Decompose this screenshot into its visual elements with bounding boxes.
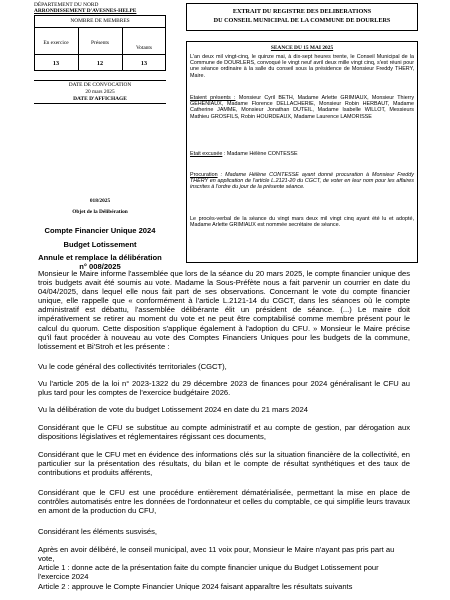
procuration-paragraph [190, 172, 414, 191]
presents-paragraph [190, 95, 414, 120]
body-paragraph-vu-loi: Vu l'article 205 de la loi n° 2023-1322 du 29 décembre 2023 de finances pour 2024 généralisant le CFU au plus tard pour les comptes de l'exercice budgétaire 2026. [38, 379, 410, 398]
presents-label: Etaient présents : [190, 95, 236, 101]
members-col-votants: Votants [135, 45, 153, 51]
extract-title-2: DU CONSEIL MUNICIPAL DE LA COMMUNE DE DOURLERS [213, 17, 391, 24]
convocation-label: DATE DE CONVOCATION [68, 82, 132, 88]
objet-title-1: Compte Financier Unique 2024 [44, 226, 156, 235]
members-col-exercice: En exercice [43, 40, 69, 46]
members-val-exercice: 13 [52, 60, 60, 67]
body-paragraph-considerant-1: Considérant que le CFU se substitue au compte administratif et au compte de gestion, par dérogation aux dispositions législatives et réglementaires régissant ces documents, [38, 423, 410, 442]
convocation-date: 20 mars 2025 [85, 89, 115, 95]
objet-title-3: Annule et remplace la délibération [38, 253, 162, 262]
body-paragraph-vu-deliberation: Vu la délibération de vote du budget Lotissement 2024 en date du 21 mars 2024 [38, 405, 308, 414]
excuse-label: Etait excusée [190, 151, 223, 157]
department-label: DÉPARTEMENT DU NORD [34, 2, 99, 8]
excuse-paragraph [190, 151, 414, 157]
seance-title: SEANCE DU 15 MAI 2025 [270, 45, 334, 51]
body-paragraph-article-1: Article 1 : donne acte de la présentation faite du compte financier unique du Budget Lotissement pour l'exercice 2024 [38, 563, 379, 582]
pv-text: Le procès-verbal de la séance du vingt mars deux mil vingt cinq ayant été lu et adopté, Madame Arlette GRIMIAUX est nommée secrétaire de séance. [190, 216, 414, 229]
objet-label: Objet de la Délibération [72, 209, 128, 215]
objet-title-4: n° 008/2025 [79, 262, 121, 271]
extract-title-1: EXTRAIT DU REGISTRE DES DELIBERATIONS [232, 8, 372, 15]
members-table-title: NOMBRE DE MEMBRES [70, 18, 130, 24]
body-paragraph-vu-cgct: Vu le code général des collectivités territoriales (CGCT), [38, 362, 227, 371]
affichage-label: DATE D'AFFICHAGE [73, 96, 127, 102]
body-paragraph-considerant-2: Considérant que le CFU met en évidence des informations clés sur la situation financière de la collectivité, en particulier sur la présentation des résultats, du bilan et le compte de résultat synthétiques et des taux de contributions et produits afférents, [38, 450, 410, 478]
procuration-label: Procuration [190, 172, 218, 178]
body-paragraph-article-2: Article 2 : approuve le Compte Financier Unique 2024 faisant apparaître les résultats suivants [38, 582, 353, 591]
body-paragraph-intro: Monsieur le Maire informe l'assemblée que lors de la séance du 20 mars 2025, le compte financier unique des trois budgets avait été soumis au vote. Madame la Sous-Préfète nous a fait parvenir un courrier en date du 04/04/2025, dans lequel elle nous fait part de ses observations. Concernant le vote du compte financier unique, elle rappelle que « conformément à l'article L.2121-14 du CGCT, dans les séances où le compte administratif est débattu, l'assemblée délibérante élit un président de séance. (...) Le maire doit impérativement se retirer au moment du vote et ne peut être comptabilisé comme membre présent pour le calcul du quorum. Cette disposition s'applique également à l'adoption du CFU. » Monsieur le Maire précise qu'il faut procéder à nouveau au vote des Comptes Financiers Uniques pour les budgets de la commune, lotissement et Bi'Stroh et les présente : [38, 269, 410, 351]
deliberation-number: 018/2025 [89, 198, 111, 204]
body-paragraph-considerant-3: Considérant que le CFU est une procédure entièrement dématérialisée, permettant la mise en place de contrôles automatisés entre les données de l'ordonnateur et celles du comptable, ce qui simplifie leurs travaux en amont de la production du CFU, [38, 488, 410, 516]
body-paragraph-considerant-4: Considérant les éléments susvisés, [38, 527, 158, 536]
arrondissement-label: ARRONDISSEMENT D'AVESNES-HELPE [34, 8, 137, 14]
seance-text: L'an deux mil vingt-cinq, le quinze mai, à dix-sept heures trente, le Conseil Municipal de la Commune de DOURLERS, convoqué le vingt neuf avril deux mille vingt cinq, s'est réuni pour une séance ordinaire à la salle du conseil sous la présidence de Monsieur Freddy THERY, Maire. [190, 54, 414, 79]
members-val-votants: 13 [140, 60, 148, 67]
members-val-presents: 12 [96, 60, 104, 67]
presents-text: Monsieur Cyril BETH, Madame Arlette GRIMIAUX, Monsieur Thierry GEHENIAUX, Madame Florence DELLACHERIE, Monsieur Robin HERBAUT, Madame Catherine JAMME, Monsieur Jonathan DUTEIL, Madame Isabelle WILLOT, Messieurs Mathieu GROSFILS, Robin HOURDEAUX, Madame Laurence LAMORISSE [190, 95, 415, 120]
procuration-text: : Madame Hélène CONTESSE ayant donné procuration à Monsieur Freddy THERY en application de l'article L.2121-20 du CGCT, de voter en leur nom pour les affaires inscrites à l'ordre du jour de la présente séance. [190, 172, 414, 191]
members-col-presents: Présents [91, 40, 109, 46]
objet-title-2: Budget Lotissement [63, 240, 137, 249]
excuse-text: : Madame Hélène CONTESSE [222, 151, 298, 157]
body-paragraph-deliberation: Après en avoir délibéré, le conseil municipal, avec 11 voix pour, Monsieur le Maire n'ayant pas pris part au vote, [38, 545, 395, 564]
